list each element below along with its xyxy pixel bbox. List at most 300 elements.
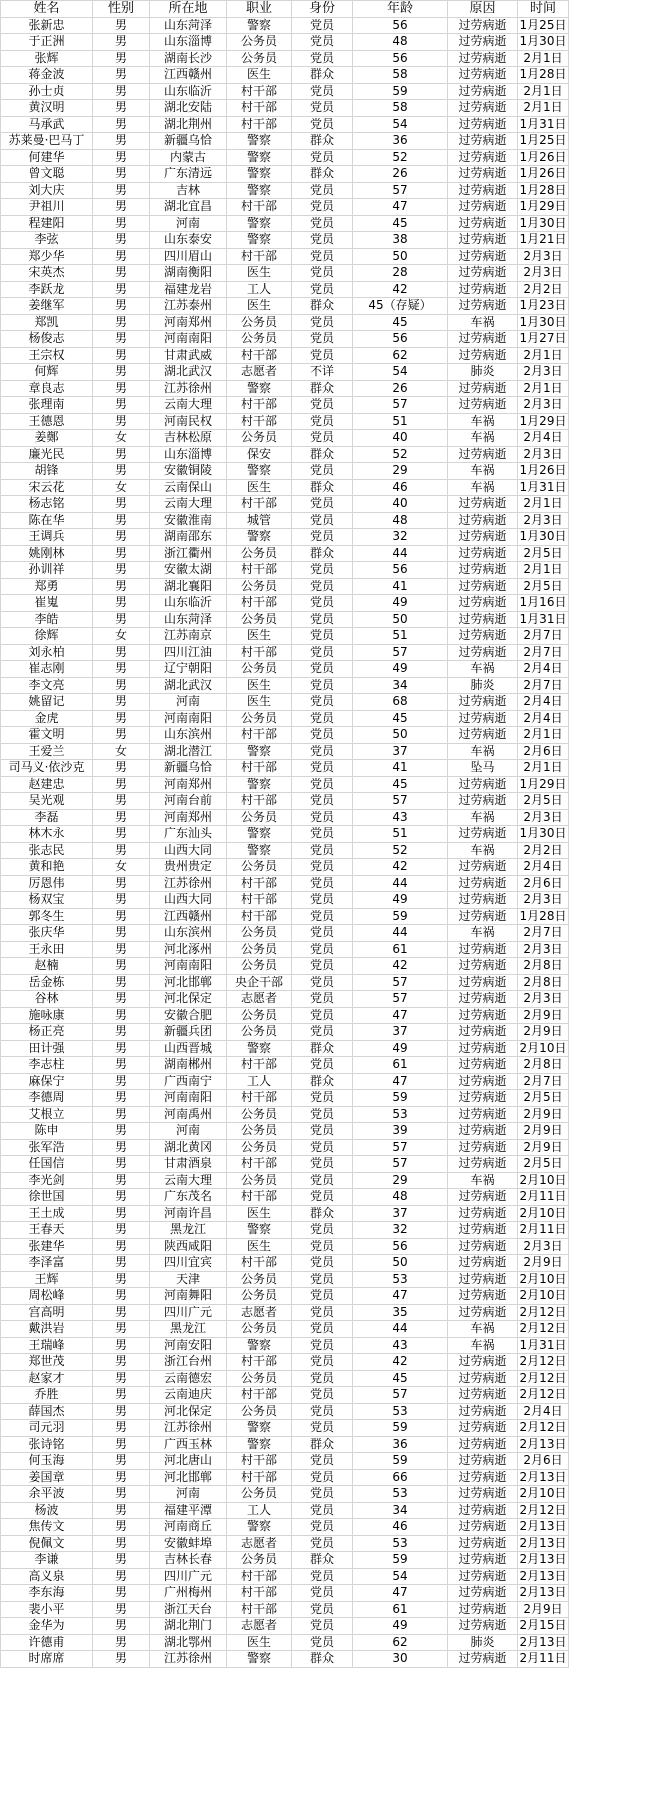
cell-name: 施咏康 (1, 1007, 93, 1024)
table-row (1, 809, 569, 826)
cell-name: 刘永柏 (1, 644, 93, 661)
cell-age: 49 (353, 661, 448, 678)
cell-name: 岳金栋 (1, 974, 93, 991)
cell-occupation: 警察 (227, 1040, 292, 1057)
table-row (1, 397, 569, 414)
cell-occupation: 志愿者 (227, 1304, 292, 1321)
cell-location: 甘肃武威 (150, 347, 227, 364)
table-row (1, 100, 569, 117)
cell-date: 1月30日 (518, 34, 569, 51)
cell-name: 田计强 (1, 1040, 93, 1057)
cell-political-status: 党员 (292, 1453, 353, 1470)
cell-age: 57 (353, 974, 448, 991)
cell-location: 河南商丘 (150, 1519, 227, 1536)
cell-occupation: 公务员 (227, 1403, 292, 1420)
cell-name: 金虎 (1, 710, 93, 727)
cell-sex: 男 (93, 413, 150, 430)
cell-age: 50 (353, 248, 448, 265)
cell-cause: 过劳病逝 (448, 644, 518, 661)
cell-cause: 过劳病逝 (448, 710, 518, 727)
cell-age: 29 (353, 463, 448, 480)
table-row (1, 463, 569, 480)
cell-location: 山东泰安 (150, 232, 227, 249)
cell-cause: 车祸 (448, 1337, 518, 1354)
cell-occupation: 保安 (227, 446, 292, 463)
cell-cause: 过劳病逝 (448, 1222, 518, 1239)
cell-cause: 过劳病逝 (448, 397, 518, 414)
cell-location: 山西晋城 (150, 1040, 227, 1057)
cell-sex: 男 (93, 397, 150, 414)
cell-age: 42 (353, 281, 448, 298)
cell-sex: 男 (93, 133, 150, 150)
table-row (1, 1057, 569, 1074)
cell-occupation: 医生 (227, 479, 292, 496)
cell-date: 2月6日 (518, 1453, 569, 1470)
cell-political-status: 党员 (292, 149, 353, 166)
cell-name: 张诗铭 (1, 1436, 93, 1453)
cell-age: 44 (353, 545, 448, 562)
cell-age: 59 (353, 1453, 448, 1470)
table-row (1, 760, 569, 777)
cell-political-status: 群众 (292, 67, 353, 84)
cell-cause: 过劳病逝 (448, 512, 518, 529)
cell-location: 河北保定 (150, 1403, 227, 1420)
cell-date: 2月8日 (518, 974, 569, 991)
cell-name: 王德恩 (1, 413, 93, 430)
cell-date: 2月5日 (518, 793, 569, 810)
cell-location: 内蒙古 (150, 149, 227, 166)
cell-sex: 男 (93, 595, 150, 612)
cell-occupation: 警察 (227, 166, 292, 183)
cell-occupation: 公务员 (227, 314, 292, 331)
cell-occupation: 医生 (227, 1205, 292, 1222)
cell-political-status: 群众 (292, 1552, 353, 1569)
cell-name: 李皓 (1, 611, 93, 628)
cell-cause: 过劳病逝 (448, 116, 518, 133)
cell-sex: 男 (93, 1304, 150, 1321)
cell-date: 2月7日 (518, 925, 569, 942)
cell-name: 曾文聪 (1, 166, 93, 183)
cell-age: 45 (353, 776, 448, 793)
cell-occupation: 村干部 (227, 116, 292, 133)
cell-cause: 过劳病逝 (448, 529, 518, 546)
cell-age: 42 (353, 958, 448, 975)
cell-sex: 男 (93, 1057, 150, 1074)
table-row (1, 1189, 569, 1206)
cell-location: 四川广元 (150, 1568, 227, 1585)
cell-date: 1月29日 (518, 199, 569, 216)
cell-sex: 男 (93, 1618, 150, 1635)
cell-sex: 男 (93, 545, 150, 562)
cell-name: 王永田 (1, 941, 93, 958)
cell-political-status: 党员 (292, 116, 353, 133)
cell-date: 1月28日 (518, 182, 569, 199)
cell-age: 57 (353, 397, 448, 414)
cell-political-status: 党员 (292, 595, 353, 612)
cell-occupation: 公务员 (227, 1288, 292, 1305)
table-row (1, 1387, 569, 1404)
cell-occupation: 村干部 (227, 892, 292, 909)
cell-location: 安徽蚌埠 (150, 1535, 227, 1552)
cell-occupation: 村干部 (227, 1156, 292, 1173)
table-row (1, 1172, 569, 1189)
table-row (1, 677, 569, 694)
cell-age: 53 (353, 1535, 448, 1552)
cell-occupation: 工人 (227, 1502, 292, 1519)
table-row (1, 908, 569, 925)
cell-date: 2月13日 (518, 1436, 569, 1453)
cell-date: 2月3日 (518, 397, 569, 414)
cell-political-status: 党员 (292, 17, 353, 34)
cell-occupation: 警察 (227, 380, 292, 397)
cell-location: 河南安阳 (150, 1337, 227, 1354)
cell-age: 38 (353, 232, 448, 249)
cell-date: 2月3日 (518, 809, 569, 826)
cell-age: 32 (353, 529, 448, 546)
cell-cause: 过劳病逝 (448, 875, 518, 892)
cell-occupation: 医生 (227, 1634, 292, 1651)
cell-occupation: 公务员 (227, 331, 292, 348)
cell-date: 2月1日 (518, 380, 569, 397)
cell-political-status: 党员 (292, 463, 353, 480)
cell-date: 2月9日 (518, 1024, 569, 1041)
cell-cause: 过劳病逝 (448, 1552, 518, 1569)
cell-political-status: 不详 (292, 364, 353, 381)
column-header-name: 姓名 (1, 1, 93, 18)
table-row (1, 1601, 569, 1618)
cell-political-status: 党员 (292, 1354, 353, 1371)
cell-sex: 男 (93, 1073, 150, 1090)
cell-location: 安徽淮南 (150, 512, 227, 529)
cell-cause: 过劳病逝 (448, 50, 518, 67)
cell-date: 2月7日 (518, 644, 569, 661)
cell-occupation: 公务员 (227, 958, 292, 975)
cell-cause: 车祸 (448, 1321, 518, 1338)
cell-location: 湖北潜江 (150, 743, 227, 760)
cell-age: 48 (353, 1189, 448, 1206)
cell-name: 霍文明 (1, 727, 93, 744)
cell-political-status: 党员 (292, 974, 353, 991)
cell-cause: 过劳病逝 (448, 1618, 518, 1635)
cell-sex: 男 (93, 1436, 150, 1453)
cell-name: 李志柱 (1, 1057, 93, 1074)
cell-location: 山西大同 (150, 892, 227, 909)
table-row (1, 281, 569, 298)
cell-date: 2月3日 (518, 512, 569, 529)
table-row (1, 17, 569, 34)
cell-sex: 男 (93, 925, 150, 942)
cell-date: 2月1日 (518, 100, 569, 117)
cell-political-status: 党员 (292, 1370, 353, 1387)
cell-sex: 女 (93, 743, 150, 760)
cell-sex: 男 (93, 1502, 150, 1519)
cell-sex: 男 (93, 232, 150, 249)
cell-date: 1月27日 (518, 331, 569, 348)
cell-occupation: 公务员 (227, 1271, 292, 1288)
cell-location: 新疆乌恰 (150, 133, 227, 150)
cell-cause: 车祸 (448, 430, 518, 447)
cell-political-status: 党员 (292, 248, 353, 265)
table-row (1, 116, 569, 133)
cell-cause: 过劳病逝 (448, 380, 518, 397)
cell-location: 浙江衢州 (150, 545, 227, 562)
table-row (1, 545, 569, 562)
cell-sex: 男 (93, 182, 150, 199)
cell-occupation: 村干部 (227, 248, 292, 265)
cell-date: 2月1日 (518, 347, 569, 364)
cell-name: 徐辉 (1, 628, 93, 645)
cell-cause: 过劳病逝 (448, 133, 518, 150)
column-header-date: 时间 (518, 1, 569, 18)
cell-date: 2月10日 (518, 1172, 569, 1189)
table-row (1, 1651, 569, 1668)
cell-date: 1月25日 (518, 17, 569, 34)
cell-date: 1月30日 (518, 826, 569, 843)
cell-occupation: 警察 (227, 133, 292, 150)
cell-occupation: 村干部 (227, 1585, 292, 1602)
cell-occupation: 村干部 (227, 793, 292, 810)
cell-cause: 过劳病逝 (448, 1255, 518, 1272)
cell-occupation: 村干部 (227, 496, 292, 513)
cell-date: 2月5日 (518, 578, 569, 595)
cell-political-status: 党员 (292, 1519, 353, 1536)
cell-date: 1月25日 (518, 133, 569, 150)
cell-location: 湖南郴州 (150, 1057, 227, 1074)
cell-age: 36 (353, 133, 448, 150)
cell-location: 山东菏泽 (150, 17, 227, 34)
cell-location: 天津 (150, 1271, 227, 1288)
cell-age: 57 (353, 644, 448, 661)
table-row (1, 611, 569, 628)
cell-sex: 男 (93, 1024, 150, 1041)
cell-political-status: 党员 (292, 628, 353, 645)
cell-sex: 男 (93, 1469, 150, 1486)
table-row (1, 628, 569, 645)
table-row (1, 1288, 569, 1305)
cell-occupation: 警察 (227, 149, 292, 166)
cell-sex: 男 (93, 446, 150, 463)
cell-date: 2月10日 (518, 1486, 569, 1503)
cell-political-status: 党员 (292, 182, 353, 199)
cell-political-status: 党员 (292, 1469, 353, 1486)
cell-age: 66 (353, 1469, 448, 1486)
cell-location: 江西赣州 (150, 908, 227, 925)
cell-sex: 男 (93, 1271, 150, 1288)
cell-sex: 男 (93, 809, 150, 826)
header-row (1, 1, 569, 18)
table-row (1, 1486, 569, 1503)
cell-political-status: 党员 (292, 1288, 353, 1305)
table-row (1, 1123, 569, 1140)
cell-age: 53 (353, 1106, 448, 1123)
cell-name: 姜鄭 (1, 430, 93, 447)
cell-occupation: 公务员 (227, 545, 292, 562)
cell-sex: 男 (93, 1601, 150, 1618)
table-row (1, 743, 569, 760)
cell-occupation: 公务员 (227, 1106, 292, 1123)
cell-age: 61 (353, 1057, 448, 1074)
cell-name: 郑少华 (1, 248, 93, 265)
cell-name: 徐世国 (1, 1189, 93, 1206)
cell-occupation: 村干部 (227, 562, 292, 579)
cell-location: 山东临沂 (150, 595, 227, 612)
cell-name: 王辉 (1, 1271, 93, 1288)
cell-sex: 男 (93, 562, 150, 579)
cell-age: 34 (353, 1502, 448, 1519)
table-row (1, 644, 569, 661)
table-row (1, 1354, 569, 1371)
cell-sex: 男 (93, 1403, 150, 1420)
cell-location: 山东临沂 (150, 83, 227, 100)
cell-occupation: 警察 (227, 182, 292, 199)
cell-political-status: 党员 (292, 1585, 353, 1602)
cell-name: 李跃龙 (1, 281, 93, 298)
cell-sex: 女 (93, 479, 150, 496)
cell-age: 62 (353, 347, 448, 364)
cell-age: 28 (353, 265, 448, 282)
cell-sex: 男 (93, 1486, 150, 1503)
cell-political-status: 党员 (292, 1420, 353, 1437)
cell-date: 2月6日 (518, 875, 569, 892)
cell-age: 50 (353, 727, 448, 744)
cell-age: 48 (353, 34, 448, 51)
cell-cause: 车祸 (448, 809, 518, 826)
cell-location: 湖南邵东 (150, 529, 227, 546)
cell-name: 厉恩伟 (1, 875, 93, 892)
table-row (1, 991, 569, 1008)
cell-sex: 男 (93, 644, 150, 661)
cell-cause: 过劳病逝 (448, 1238, 518, 1255)
cell-sex: 男 (93, 67, 150, 84)
cell-cause: 肺炎 (448, 677, 518, 694)
cell-occupation: 医生 (227, 677, 292, 694)
cell-name: 郑勇 (1, 578, 93, 595)
cell-sex: 男 (93, 1585, 150, 1602)
cell-political-status: 群众 (292, 380, 353, 397)
cell-location: 江苏徐州 (150, 1651, 227, 1668)
cell-name: 时席席 (1, 1651, 93, 1668)
cell-location: 广州梅州 (150, 1585, 227, 1602)
cell-location: 湖北荆门 (150, 1618, 227, 1635)
cell-location: 江西赣州 (150, 67, 227, 84)
cell-occupation: 村干部 (227, 1387, 292, 1404)
cell-date: 1月28日 (518, 67, 569, 84)
table-row (1, 1024, 569, 1041)
cell-location: 安徽合肥 (150, 1007, 227, 1024)
cell-sex: 男 (93, 463, 150, 480)
cell-occupation: 村干部 (227, 413, 292, 430)
table-row (1, 182, 569, 199)
cell-occupation: 医生 (227, 1238, 292, 1255)
table-row (1, 1634, 569, 1651)
cell-occupation: 警察 (227, 1222, 292, 1239)
cell-location: 山东滨州 (150, 727, 227, 744)
cell-age: 35 (353, 1304, 448, 1321)
cell-name: 胡锋 (1, 463, 93, 480)
cell-cause: 过劳病逝 (448, 496, 518, 513)
cell-political-status: 党员 (292, 644, 353, 661)
cell-sex: 男 (93, 1634, 150, 1651)
cell-political-status: 党员 (292, 34, 353, 51)
cell-political-status: 群众 (292, 446, 353, 463)
cell-cause: 过劳病逝 (448, 1007, 518, 1024)
cell-age: 46 (353, 1519, 448, 1536)
cell-location: 安徽太湖 (150, 562, 227, 579)
cell-political-status: 党员 (292, 413, 353, 430)
cell-cause: 过劳病逝 (448, 1156, 518, 1173)
cell-occupation: 公务员 (227, 1024, 292, 1041)
table-row (1, 776, 569, 793)
table-row (1, 578, 569, 595)
cell-political-status: 党员 (292, 677, 353, 694)
cell-political-status: 党员 (292, 578, 353, 595)
cell-name: 张志民 (1, 842, 93, 859)
cell-cause: 过劳病逝 (448, 1651, 518, 1668)
table-row (1, 1337, 569, 1354)
cell-age: 45 (353, 215, 448, 232)
table-row (1, 1106, 569, 1123)
cell-political-status: 党员 (292, 199, 353, 216)
cell-political-status: 党员 (292, 1321, 353, 1338)
cell-location: 广西玉林 (150, 1436, 227, 1453)
cell-occupation: 警察 (227, 826, 292, 843)
cell-date: 2月5日 (518, 1156, 569, 1173)
cell-date: 2月4日 (518, 859, 569, 876)
cell-location: 新疆乌恰 (150, 760, 227, 777)
cell-name: 马承武 (1, 116, 93, 133)
cell-location: 浙江天台 (150, 1601, 227, 1618)
cell-political-status: 党员 (292, 1271, 353, 1288)
cell-sex: 男 (93, 1535, 150, 1552)
cell-sex: 男 (93, 512, 150, 529)
cell-location: 云南大理 (150, 397, 227, 414)
cell-age: 59 (353, 1552, 448, 1569)
cell-date: 2月9日 (518, 1123, 569, 1140)
cell-location: 广东茂名 (150, 1189, 227, 1206)
cell-age: 37 (353, 1205, 448, 1222)
cell-date: 1月29日 (518, 776, 569, 793)
cell-name: 艾根立 (1, 1106, 93, 1123)
cell-age: 57 (353, 182, 448, 199)
cell-political-status: 党员 (292, 1090, 353, 1107)
cell-name: 司元羽 (1, 1420, 93, 1437)
cell-location: 湖北武汉 (150, 364, 227, 381)
cell-occupation: 警察 (227, 743, 292, 760)
cell-location: 广东汕头 (150, 826, 227, 843)
cell-cause: 过劳病逝 (448, 298, 518, 315)
cell-date: 2月4日 (518, 430, 569, 447)
cell-sex: 男 (93, 611, 150, 628)
cell-occupation: 村干部 (227, 83, 292, 100)
cell-sex: 男 (93, 677, 150, 694)
cell-political-status: 党员 (292, 430, 353, 447)
cell-cause: 过劳病逝 (448, 34, 518, 51)
cell-age: 57 (353, 793, 448, 810)
cell-location: 河北唐山 (150, 1453, 227, 1470)
table-row (1, 364, 569, 381)
cell-date: 2月11日 (518, 1222, 569, 1239)
cell-political-status: 党员 (292, 50, 353, 67)
cell-name: 宋云花 (1, 479, 93, 496)
cell-age: 40 (353, 496, 448, 513)
cell-cause: 过劳病逝 (448, 1123, 518, 1140)
cell-date: 2月1日 (518, 760, 569, 777)
cell-date: 2月3日 (518, 446, 569, 463)
cell-occupation: 村干部 (227, 908, 292, 925)
cell-location: 湖北黄冈 (150, 1139, 227, 1156)
cell-age: 29 (353, 1172, 448, 1189)
table-row (1, 1618, 569, 1635)
